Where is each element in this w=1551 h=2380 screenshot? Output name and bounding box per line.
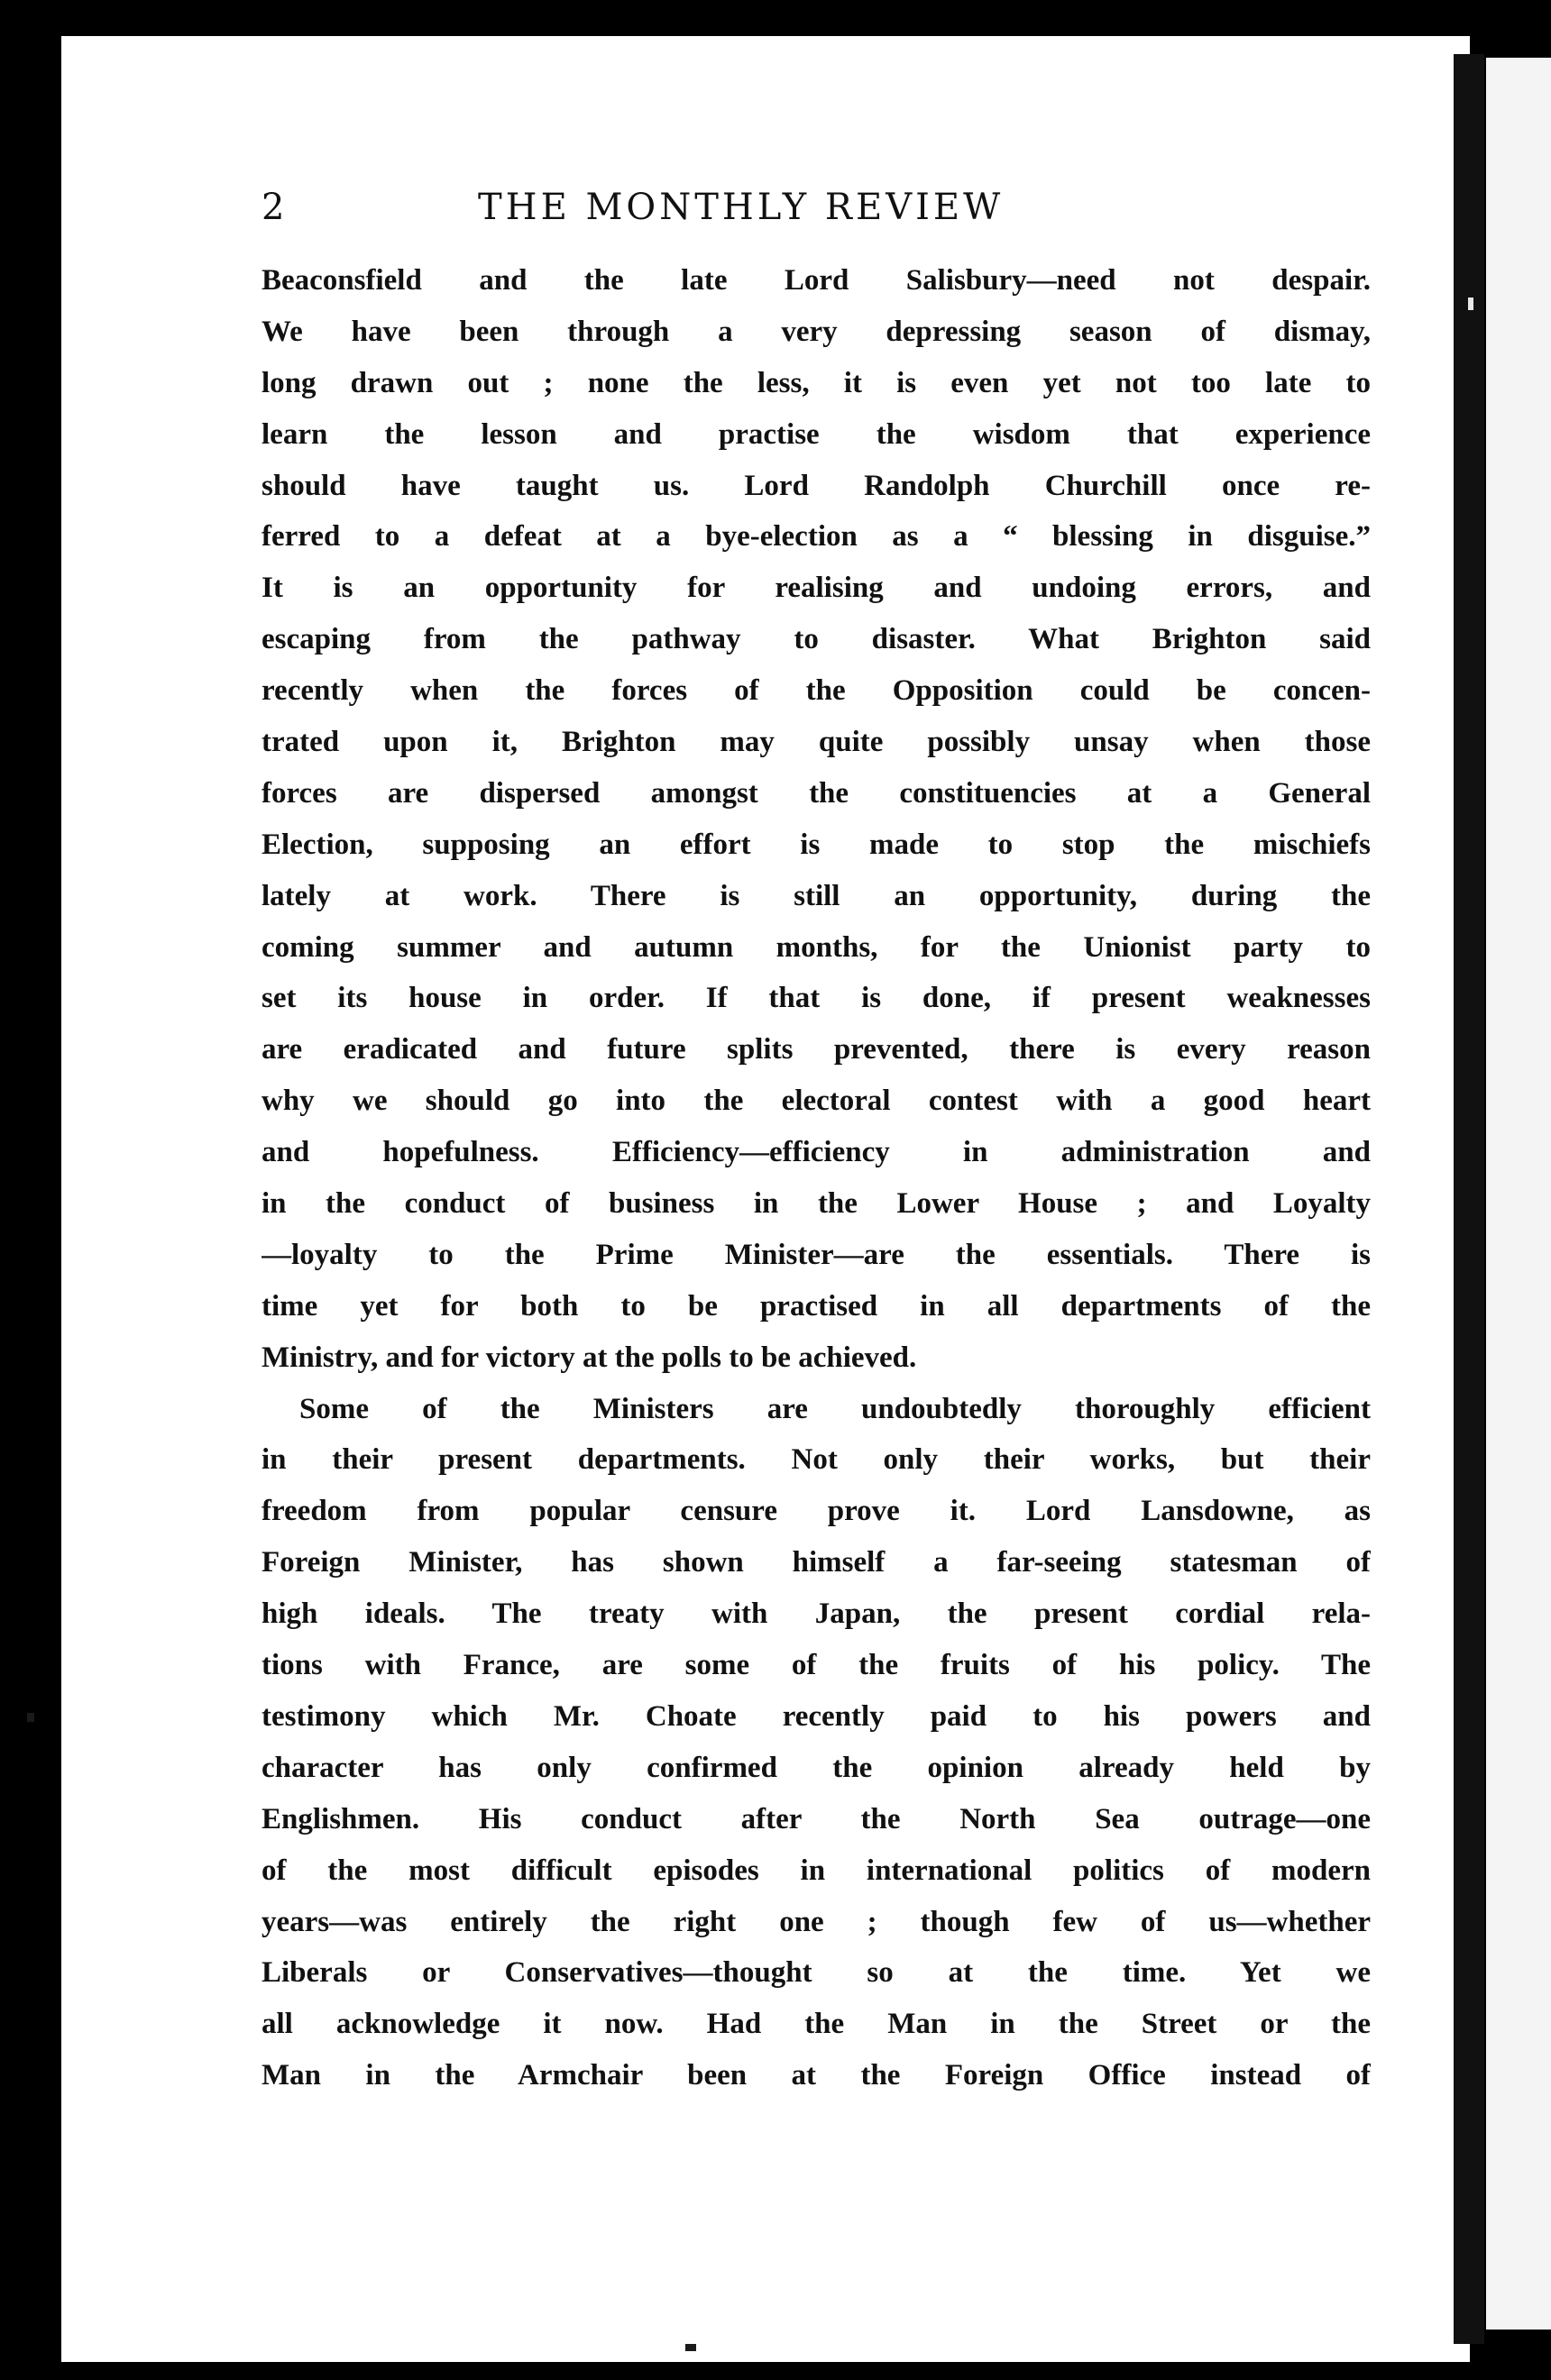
text-line: Man in the Armchair been at the Foreign Office instead of xyxy=(262,2059,1371,2092)
text-line: Liberals or Conservatives—thought so at the time. Yet we xyxy=(262,1956,1371,1990)
scan-speck xyxy=(1468,298,1473,310)
text-line: We have been through a very depressing season of dismay, xyxy=(262,315,1371,348)
text-line: are eradicated and future splits prevented, there is every reason xyxy=(262,1033,1371,1066)
text-line: ferred to a defeat at a bye-election as a “ blessing in disguise.” xyxy=(262,520,1371,554)
scan-speck xyxy=(27,1713,34,1722)
text-line: time yet for both to be practised in all departments of the xyxy=(262,1289,1371,1323)
text-line: Election, supposing an effort is made to stop the mischiefs xyxy=(262,828,1371,861)
text-line: Englishmen. His conduct after the North Sea outrage—one xyxy=(262,1802,1371,1835)
text-line: learn the lesson and practise the wisdom that experience xyxy=(262,417,1371,451)
text-line: Beaconsfield and the late Lord Salisbury—need not despair. xyxy=(262,264,1371,297)
page-title: THE MONTHLY REVIEW xyxy=(478,187,1005,228)
page-number: 2 xyxy=(262,187,285,228)
text-line: character has only confirmed the opinion already held by xyxy=(262,1751,1371,1784)
text-line: tions with France, are some of the fruits of his policy. The xyxy=(262,1649,1371,1682)
paragraph-2 xyxy=(262,1384,1371,2101)
text-line: years—was entirely the right one ; though few of us—whether xyxy=(262,1905,1371,1938)
text-line: of the most difficult episodes in international politics of modern xyxy=(262,1854,1371,1887)
body-text xyxy=(262,255,1371,2101)
paragraph-1 xyxy=(262,255,1371,1384)
text-line: recently when the forces of the Opposition could be concen- xyxy=(262,674,1371,708)
text-line: why we should go into the electoral contest with a good heart xyxy=(262,1085,1371,1118)
running-head xyxy=(262,180,1371,243)
text-line: escaping from the pathway to disaster. What Brighton said xyxy=(262,623,1371,656)
text-line: —loyalty to the Prime Minister—are the essentials. There is xyxy=(262,1238,1371,1271)
text-line: It is an opportunity for realising and undoing errors, and xyxy=(262,572,1371,605)
text-line: all acknowledge it now. Had the Man in the Street or the xyxy=(262,2008,1371,2041)
text-line: should have taught us. Lord Randolph Churchill once re- xyxy=(262,469,1371,502)
text-line: forces are dispersed amongst the constituencies at a General xyxy=(262,776,1371,810)
text-line: set its house in order. If that is done, if present weaknesses xyxy=(262,982,1371,1015)
text-line: trated upon it, Brighton may quite possibly unsay when those xyxy=(262,726,1371,759)
text-line: Ministry, and for victory at the polls to be achieved. xyxy=(262,1341,917,1374)
book-spine-shadow xyxy=(1454,54,1484,2344)
text-line: and hopefulness. Efficiency—efficiency in administration and xyxy=(262,1136,1371,1169)
text-line: in their present departments. Not only their works, but their xyxy=(262,1443,1371,1477)
text-line: long drawn out ; none the less, it is even yet not too late to xyxy=(262,366,1371,399)
text-line: in the conduct of business in the Lower House ; and Loyalty xyxy=(262,1187,1371,1221)
text-line: coming summer and autumn months, for the Unionist party to xyxy=(262,930,1371,964)
text-line: freedom from popular censure prove it. Lord Lansdowne, as xyxy=(262,1495,1371,1528)
scan-speck xyxy=(685,2344,696,2351)
text-line: high ideals. The treaty with Japan, the present cordial rela- xyxy=(262,1597,1371,1631)
text-line: lately at work. There is still an opportunity, during the xyxy=(262,879,1371,912)
text-line: Some of the Ministers are undoubtedly thoroughly efficient xyxy=(299,1392,1371,1425)
facing-page-edge xyxy=(1486,58,1551,2330)
text-line: Foreign Minister, has shown himself a far-seeing statesman of xyxy=(262,1546,1371,1579)
text-line: testimony which Mr. Choate recently paid to his powers and xyxy=(262,1699,1371,1733)
